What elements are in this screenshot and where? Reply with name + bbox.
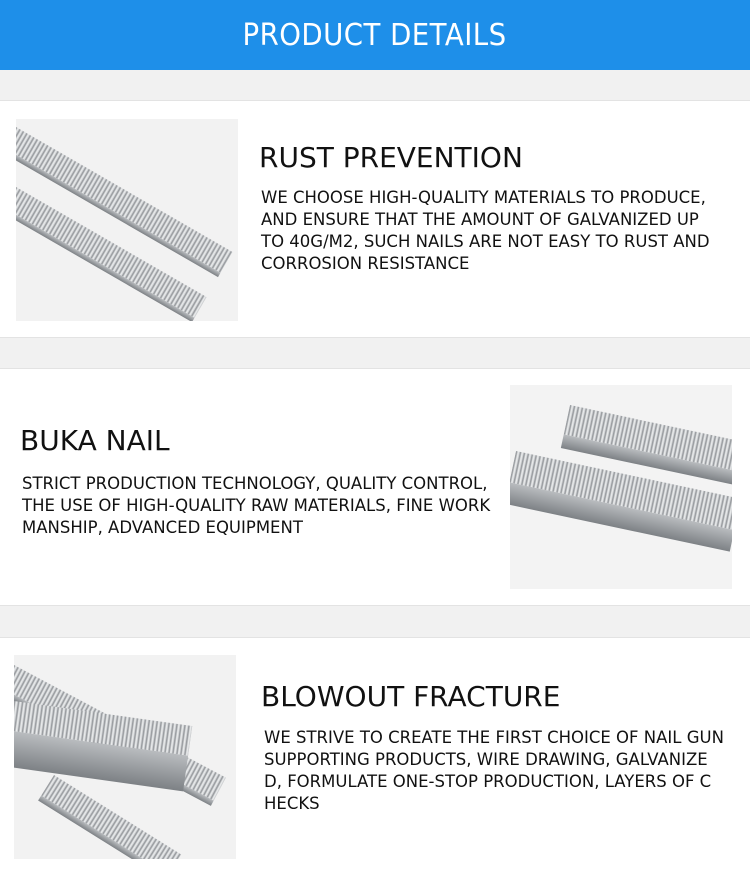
description-line: MANSHIP, ADVANCED EQUIPMENT [22, 518, 303, 537]
product-details-banner [0, 0, 750, 70]
description-line: HECKS [264, 794, 320, 813]
rust-prevention-section [0, 100, 750, 338]
description-line: TO 40G/M2, SUCH NAILS ARE NOT EASY TO RUST AND [261, 232, 710, 251]
section-description [261, 187, 710, 275]
description-line: D, FORMULATE ONE-STOP PRODUCTION, LAYERS OF C [264, 772, 712, 791]
section-description [264, 727, 724, 815]
description-line: CORROSION RESISTANCE [261, 254, 470, 273]
section-description [22, 473, 490, 539]
banner-title: PRODUCT DETAILS [242, 17, 508, 53]
description-line: STRICT PRODUCTION TECHNOLOGY, QUALITY CONTROL, [22, 474, 488, 493]
section-title: BLOWOUT FRACTURE [261, 680, 561, 713]
description-line: AND ENSURE THAT THE AMOUNT OF GALVANIZED UP [261, 210, 699, 229]
staple-strips-photo [14, 655, 236, 859]
blowout-fracture-section [0, 637, 750, 886]
staple-strips-photo [16, 119, 238, 321]
description-line: WE CHOOSE HIGH-QUALITY MATERIALS TO PRODUCE, [261, 188, 706, 207]
buka-nail-section [0, 368, 750, 606]
staple-strips-photo [510, 385, 732, 589]
section-title: BUKA NAIL [20, 424, 170, 457]
section-title: RUST PREVENTION [259, 141, 523, 174]
description-line: WE STRIVE TO CREATE THE FIRST CHOICE OF NAIL GUN [264, 728, 724, 747]
description-line: THE USE OF HIGH-QUALITY RAW MATERIALS, FINE WORK [22, 496, 491, 515]
description-line: SUPPORTING PRODUCTS, WIRE DRAWING, GALVANIZE [264, 750, 708, 769]
